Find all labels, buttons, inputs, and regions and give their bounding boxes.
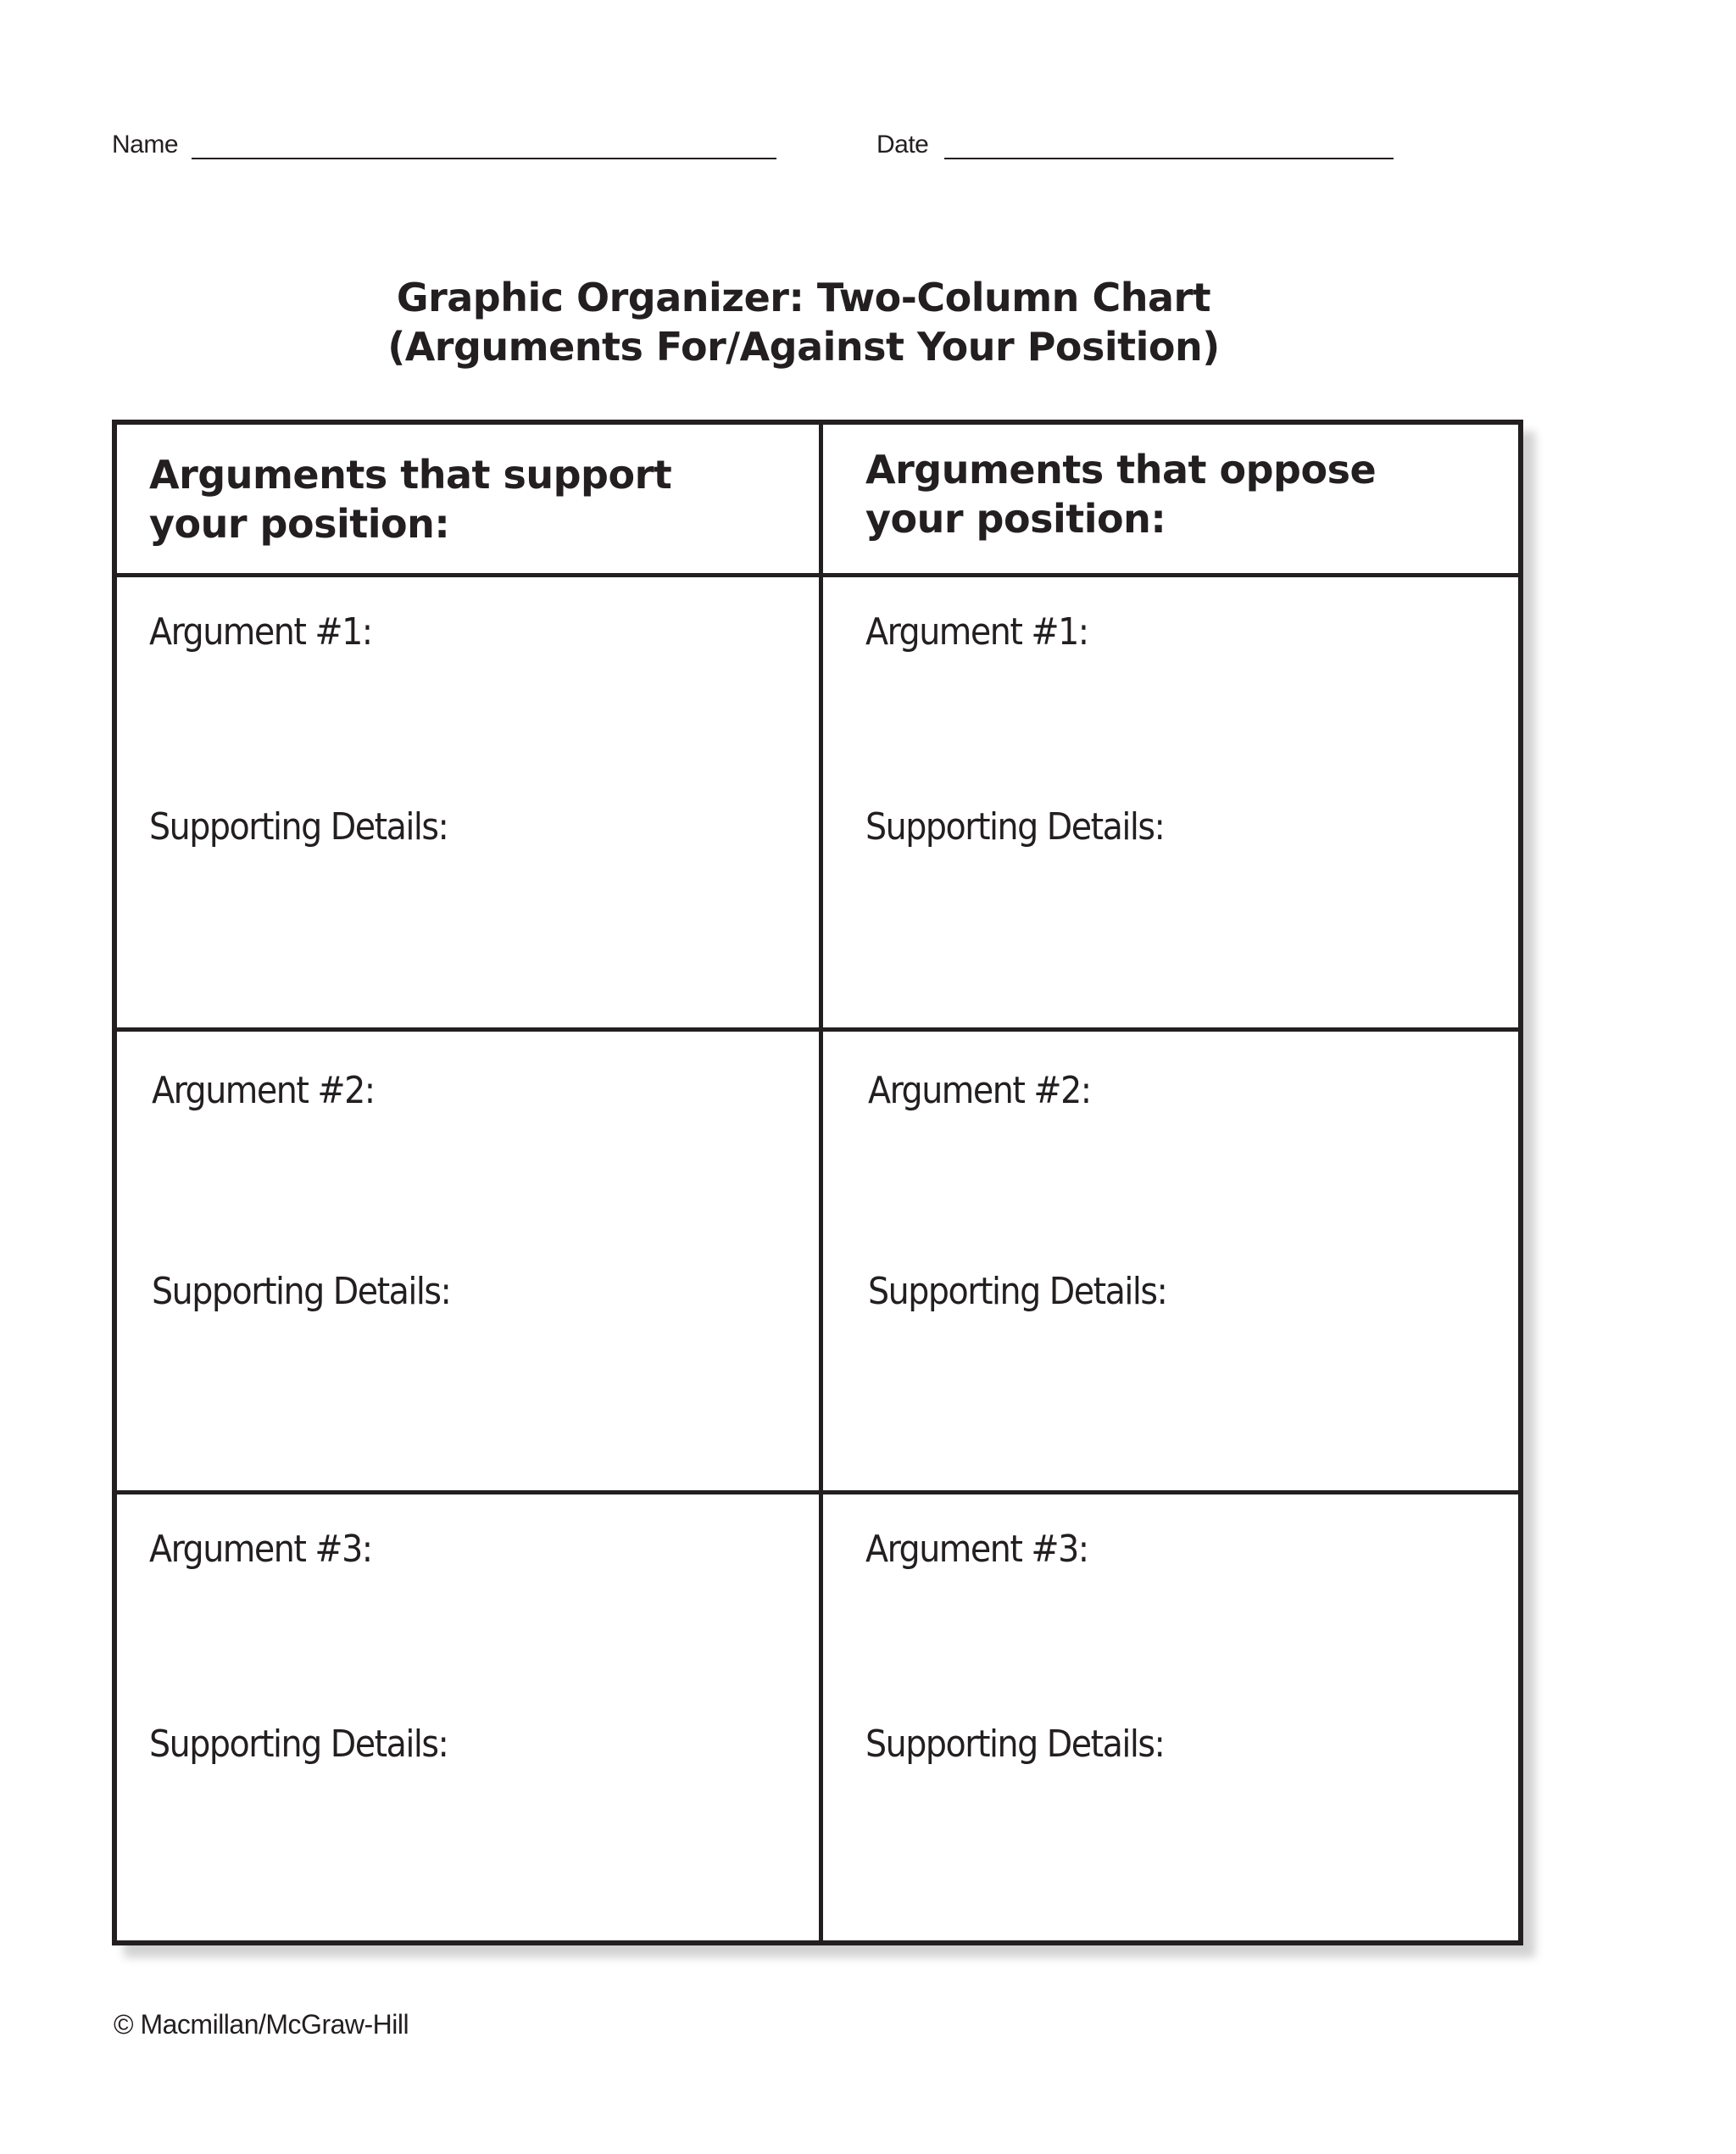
two-column-chart [112, 420, 1523, 1945]
argument-label: Argument #1: [149, 610, 372, 654]
supporting-details-label: Supporting Details: [865, 1723, 1165, 1766]
supporting-details-label: Supporting Details: [868, 1270, 1167, 1313]
support-header-line1: Arguments that support [149, 452, 672, 498]
oppose-column-header [823, 425, 1523, 577]
date-line[interactable] [944, 158, 1394, 159]
supporting-details-label: Supporting Details: [149, 805, 448, 849]
date-label: Date [876, 131, 929, 159]
oppose-argument-3-cell[interactable] [823, 1494, 1523, 1940]
support-column-header [117, 425, 823, 577]
support-argument-1-cell[interactable] [117, 577, 823, 1032]
oppose-header-line2: your position: [865, 496, 1166, 542]
support-header-line2: your position: [149, 501, 450, 547]
name-line[interactable] [192, 158, 776, 159]
copyright-notice: © Macmillan/McGraw-Hill [114, 2009, 409, 2040]
support-argument-2-cell[interactable] [117, 1032, 823, 1494]
oppose-argument-2-cell[interactable] [823, 1032, 1523, 1494]
argument-label: Argument #3: [149, 1528, 372, 1571]
name-label: Name [112, 131, 179, 159]
argument-label: Argument #2: [868, 1069, 1091, 1112]
argument-label: Argument #3: [865, 1528, 1088, 1571]
oppose-argument-1-cell[interactable] [823, 577, 1523, 1032]
argument-label: Argument #2: [152, 1069, 375, 1112]
oppose-header-line1: Arguments that oppose [865, 447, 1377, 493]
supporting-details-label: Supporting Details: [152, 1270, 451, 1313]
page-title: Graphic Organizer: Two-Column Chart [396, 275, 1211, 320]
support-argument-3-cell[interactable] [117, 1494, 823, 1940]
supporting-details-label: Supporting Details: [865, 805, 1165, 849]
argument-label: Argument #1: [865, 610, 1088, 654]
page-subtitle: (Arguments For/Against Your Position) [387, 324, 1220, 370]
supporting-details-label: Supporting Details: [149, 1723, 448, 1766]
